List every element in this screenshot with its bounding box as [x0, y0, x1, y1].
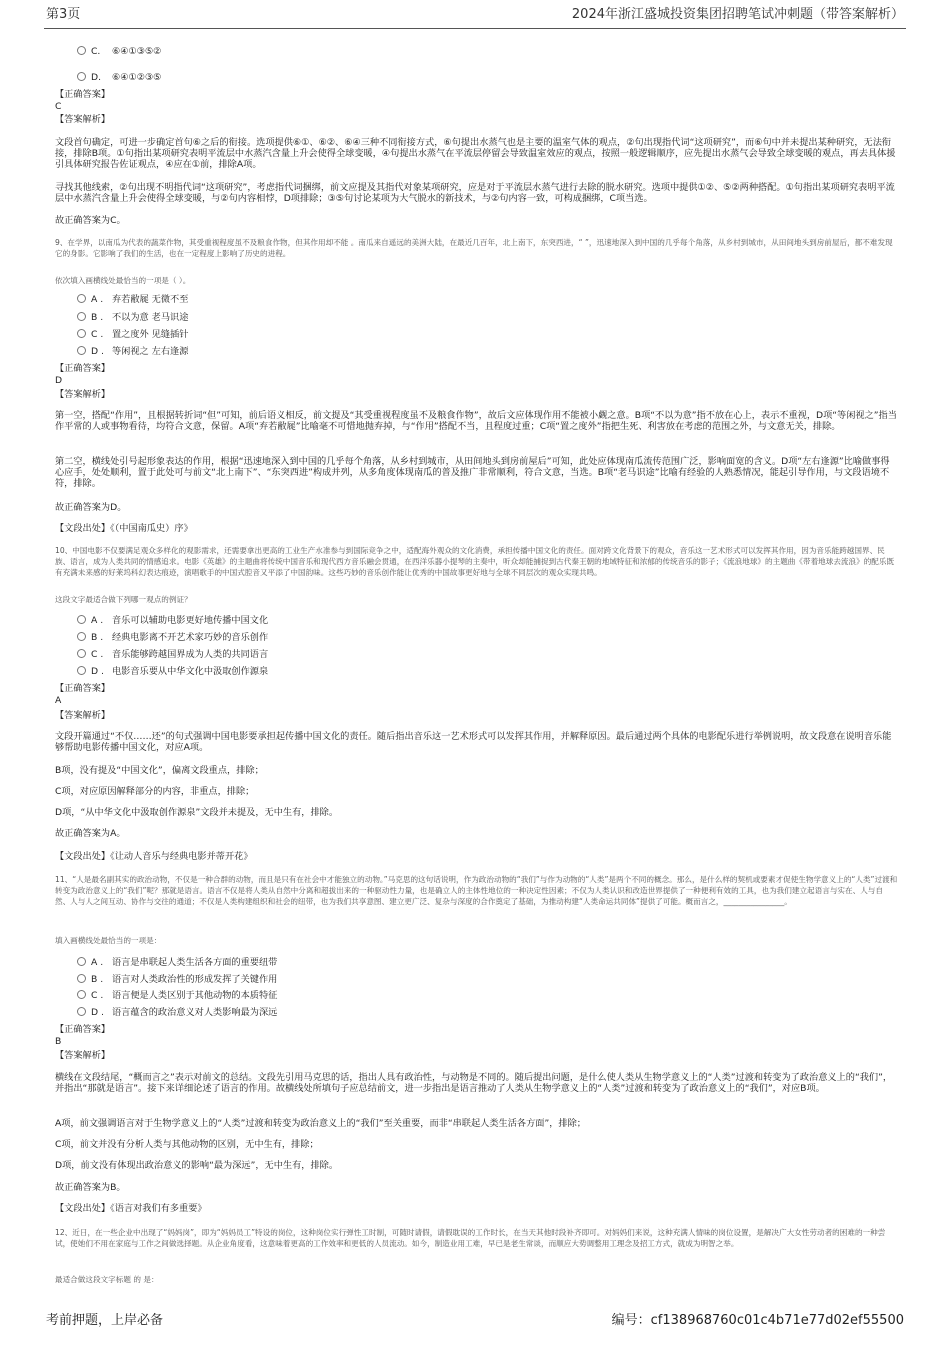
- analysis-paragraph: 第二空，横线处引号起形象表达的作用，根据“迅速地深入到中国的几乎每个角落，从乡村到城市，从田间地头到房前屋后”可知，此处应体现南瓜流传范围广泛，影响面宽的含义。D项“左右逢源”比喻做事得心应手，处处顺利，置于此处可与前文“北上南下”、“东突西进”构成并列，从多角度体现南瓜的普及推广非常顺利，符合文意，当选。B项“老马识途”比喻有经验的人熟悉情况，能起引导作用，与文段语境不符，排除。: [55, 456, 890, 489]
- option-d[interactable]: [77, 1007, 277, 1019]
- radio-icon[interactable]: [77, 72, 86, 81]
- option-letter: C .: [91, 990, 104, 1001]
- option-a[interactable]: [77, 294, 188, 306]
- option-letter: B .: [91, 974, 104, 985]
- question-stem: 9、在学界，以南瓜为代表的蔬菜作物，其受重视程度虽不及粮食作物，但其作用却不能 。南瓜来自遥远的美洲大陆，在最近几百年，北上南下，东突西进，“ ”，迅速地深入到中国的几乎每个角落，从乡村到城市，从田间地头到房前屋后，都不难发现它的身影。它影响了我们的生活，也在一定程度上影响了历史的进程。: [55, 238, 893, 258]
- option-letter: A .: [91, 294, 104, 305]
- option-c[interactable]: [77, 329, 188, 341]
- option-text: 语言蕴含的政治意义对人类影响最为深远: [112, 1007, 278, 1018]
- option-c[interactable]: [77, 46, 161, 58]
- radio-icon[interactable]: [77, 666, 86, 675]
- option-b[interactable]: [77, 974, 277, 986]
- header-divider: [44, 28, 906, 29]
- answer-label: 【正确答案】: [55, 89, 111, 100]
- option-d[interactable]: [77, 72, 161, 84]
- radio-icon[interactable]: [77, 990, 86, 999]
- option-a[interactable]: [77, 615, 268, 627]
- radio-icon[interactable]: [77, 329, 86, 338]
- option-letter: C.: [91, 46, 101, 57]
- analysis-label: 【答案解析】: [55, 1050, 111, 1061]
- radio-icon[interactable]: [77, 632, 86, 641]
- radio-icon[interactable]: [77, 46, 86, 55]
- option-d[interactable]: [77, 666, 268, 678]
- page-number: 第3页: [46, 7, 81, 22]
- question-prompt: 这段文字最适合做下列哪一观点的例证？: [55, 595, 192, 604]
- option-letter: D .: [91, 1007, 104, 1018]
- option-text: 音乐能够跨越国界成为人类的共同语言: [112, 649, 269, 660]
- question-stem: 11、“人是最名副其实的政治动物，不仅是一种合群的动物，而且是只有在社会中才能独立的动物。”马克思的这句话说明，作为政治动物的“我们”与作为动物的“人类”是两个不同的概念。那么，是什么样的契机或要素才促使生物学意义上的“人类”过渡和转变为政治意义上的“我们”呢？那就是语言。语言不仅是将人类从自然中分离和超拔出来的一种驱动性力量，也是确立人的主体性地位的一种决定性因素；不仅为人类认识和改造世界提供了一种便利有效的工具，也为我们建立起语言与实在、人与自然、人与人之间互动、协作与交往的通道；不仅是人类构建组织和社会的纽带，也为我们共享意图、建立更广泛、复杂与深度的合作奠定了基础，为推动构建“人类命运共同体”提供了可能。概而言之，________________。: [55, 875, 898, 906]
- question-prompt: 最适合做这段文字标题 的 是：: [55, 1275, 159, 1284]
- analysis-line: D项，“从中华文化中汲取创作源泉”文段并未提及，无中生有，排除。: [55, 807, 339, 818]
- analysis-line: B项，没有提及“中国文化”，偏离文段重点，排除；: [55, 765, 264, 776]
- conclusion: 故正确答案为A。: [55, 828, 126, 839]
- answer-label: 【正确答案】: [55, 1024, 111, 1035]
- option-text: 弃若敝屣 无微不至: [112, 294, 189, 305]
- analysis-paragraph: 第一空，搭配“作用”，且根据转折词“但”可知，前后语义相反，前文提及“其受重视程度虽不及粮食作物”，故后文应体现作用不能被小觑之意。B项“不以为意”指不放在心上，表示不重视，D项“等闲视之”指当作平常的人或事物看待，均符合文意，保留。A项“弃若敝屣”比喻毫不可惜地抛弃掉，与“作用”搭配不当，且程度过重；C项“置之度外”指把生死、利害放在考虑的范围之外，与文意无关，排除。: [55, 410, 897, 432]
- option-text: 语言是串联起人类生活各方面的重要纽带: [112, 957, 278, 968]
- option-b[interactable]: [77, 312, 188, 324]
- option-letter: C .: [91, 329, 104, 340]
- option-c[interactable]: [77, 990, 277, 1002]
- option-text: 音乐可以辅助电影更好地传播中国文化: [112, 615, 269, 626]
- option-text: 语言对人类政治性的形成发挥了关键作用: [112, 974, 278, 985]
- footer-slogan: 考前押题，上岸必备: [46, 1313, 164, 1328]
- option-d[interactable]: [77, 346, 188, 358]
- option-text: 置之度外 见缝插针: [112, 329, 189, 340]
- source: 【文段出处】《语言对我们有多重要》: [55, 1203, 207, 1214]
- radio-icon[interactable]: [77, 649, 86, 658]
- analysis-line: A项，前文强调语言对于生物学意义上的“人类”过渡和转变为政治意义上的“我们”至关重要，而非“串联起人类生活各方面”，排除；: [55, 1118, 586, 1129]
- radio-icon[interactable]: [77, 1007, 86, 1016]
- option-text: ⑥④①③⑤②: [112, 46, 162, 57]
- radio-icon[interactable]: [77, 346, 86, 355]
- conclusion: 故正确答案为C。: [55, 215, 126, 226]
- option-b[interactable]: [77, 632, 268, 644]
- answer-label: 【正确答案】: [55, 683, 111, 694]
- question-prompt: 填入画横线处最恰当的一项是：: [55, 936, 162, 945]
- radio-icon[interactable]: [77, 294, 86, 303]
- option-a[interactable]: [77, 957, 277, 969]
- option-text: 经典电影离不开艺术家巧妙的音乐创作: [112, 632, 269, 643]
- option-letter: B .: [91, 312, 104, 323]
- option-letter: A .: [91, 957, 104, 968]
- analysis-line: C项，对应原因解释部分的内容，非重点，排除；: [55, 786, 255, 797]
- option-text: 等闲视之 左右逢源: [112, 346, 189, 357]
- analysis-paragraph: 寻找其他线索，②句出现不明指代词“这项研究”，考虑指代词捆绑，前文应提及其指代对象某项研究，应是对于平流层水蒸气进行去除的脱水研究。选项中提供①②、⑤②两种搭配。①句指出某项研究表明平流层中水蒸汽含量上升会使得全球变暖，与②句内容相悖，D项排除；③⑤句讨论某项为大气脱水的新技术，与②句内容一致，可构成捆绑，C项当选。: [55, 182, 895, 204]
- option-letter: D.: [91, 72, 101, 83]
- radio-icon[interactable]: [77, 974, 86, 983]
- document-code: 编号：cf138968760c01c4b71e77d02ef55500: [611, 1313, 904, 1328]
- analysis-line: D项，前文没有体现出政治意义的影响“最为深远”，无中生有，排除。: [55, 1160, 339, 1171]
- radio-icon[interactable]: [77, 615, 86, 624]
- analysis-label: 【答案解析】: [55, 710, 111, 721]
- option-text: 语言便是人类区别于其他动物的本质特征: [112, 990, 278, 1001]
- analysis-paragraph: 文段首句确定，可进一步确定首句⑥之后的衔接。选项提供⑥①、⑥②、⑥④三种不同衔接方式，⑥句提出水蒸气也是主要的温室气体的观点，②句出现指代词“这项研究”，而⑥句中并未提出某种研究，无法衔接，排除B项。①句指出某项研究表明平流层中水蒸汽含量上升会使得全球变暖，④句提出水蒸气在平流层停留会导致温室效应的观点，按照一般逻辑顺序，应先提出水蒸气会导致全球变暖的观点，再去具体援引具体研究报告佐证观点，④应在①前，排除A项。: [55, 137, 896, 170]
- radio-icon[interactable]: [77, 957, 86, 966]
- option-text: 不以为意 老马识途: [112, 312, 189, 323]
- analysis-paragraph: 横线在文段结尾，“概而言之”表示对前文的总结。文段先引用马克思的话，指出人具有政治性，与动物是不同的。随后提出问题，是什么使人类从生物学意义上的“人类”过渡和转变为了政治意义上的“我们”，并指出“那就是语言”。接下来详细论述了语言的作用。故横线处所填句子应总结前文，进一步指出是语言推动了人类从生物学意义上的“人类”过渡和转变为了政治意义上的“我们”，对应B项。: [55, 1072, 893, 1094]
- analysis-paragraph: 文段开篇通过“不仅……还”的句式强调中国电影要承担起传播中国文化的责任。随后指出音乐这一艺术形式可以发挥其作用，并解释原因。最后通过两个具体的电影配乐进行举例说明，故文段意在说明音乐能够帮助电影传播中国文化，对应A项。: [55, 731, 892, 753]
- conclusion: 故正确答案为D。: [55, 502, 127, 513]
- answer-value: D: [55, 375, 63, 386]
- option-letter: C .: [91, 649, 104, 660]
- analysis-label: 【答案解析】: [55, 114, 111, 125]
- option-text: ⑥④①②③⑤: [112, 72, 162, 83]
- question-stem: 10、中国电影不仅要满足观众多样化的观影需求，还需要拿出更高的工业生产水准参与到国际竞争之中，适配海外观众的文化消费，承担传播中国文化的责任。面对跨文化背景下的观众，音乐这一艺术形式可以发挥其作用，因为音乐能跨越国界、民族、语言，成为人类共同的情感追求。电影《英雄》的主题曲将传统中国音乐和现代西方音乐融会贯通，在西洋乐器小提琴的主奏中，听众却能捕捉到古代秦王朝的地域特征和浓郁的传统音乐的影子；《流浪地球》的主题曲《带着地球去流浪》的配乐既有充满未来感的好莱坞科幻表达痕迹，演唱歌手的中国式腔音又平添了中国韵味。这些巧妙的音乐创作能让优秀的中国故事更好地与全球不同层次的观众实现共鸣。: [55, 546, 895, 577]
- option-letter: A .: [91, 615, 104, 626]
- question-stem: 12、近日，在一些企业中出现了“妈妈岗”，即为“妈妈员工”特设的岗位，这种岗位实行弹性工时制，可随时请假，请假耽误的工作时长，在当天其他时段补齐即可。对妈妈们来说，这种充满人情味的岗位设置，是解决广大女性劳动者的困难的一种尝试，使她们不用在家庭与工作之间做选择题。从企业角度看，这意味着更高的工作效率和更低的人员流动。如今，制造业用工难，早已是老生常谈，而顺应大势调整用工理念及招工方式，就成为明智之举。: [55, 1228, 886, 1248]
- analysis-label: 【答案解析】: [55, 389, 111, 400]
- source: 【文段出处】《让动人音乐与经典电影并蒂开花》: [55, 851, 253, 862]
- answer-value: B: [55, 1036, 62, 1047]
- question-prompt: 依次填入画横线处最恰当的一项是（ ）。: [55, 276, 191, 285]
- document-title: 2024年浙江盛城投资集团招聘笔试冲刺题（带答案解析）: [571, 7, 904, 22]
- radio-icon[interactable]: [77, 312, 86, 321]
- answer-value: A: [55, 695, 62, 706]
- analysis-line: C项，前文并没有分析人类与其他动物的区别，无中生有，排除；: [55, 1139, 319, 1150]
- option-c[interactable]: [77, 649, 268, 661]
- option-letter: D .: [91, 666, 104, 677]
- answer-value: C: [55, 101, 62, 112]
- option-letter: B .: [91, 632, 104, 643]
- option-text: 电影音乐要从中华文化中汲取创作源泉: [112, 666, 269, 677]
- option-letter: D .: [91, 346, 104, 357]
- source: 【文段出处】《（中国南瓜史）序》: [55, 523, 193, 534]
- conclusion: 故正确答案为B。: [55, 1182, 126, 1193]
- answer-label: 【正确答案】: [55, 363, 111, 374]
